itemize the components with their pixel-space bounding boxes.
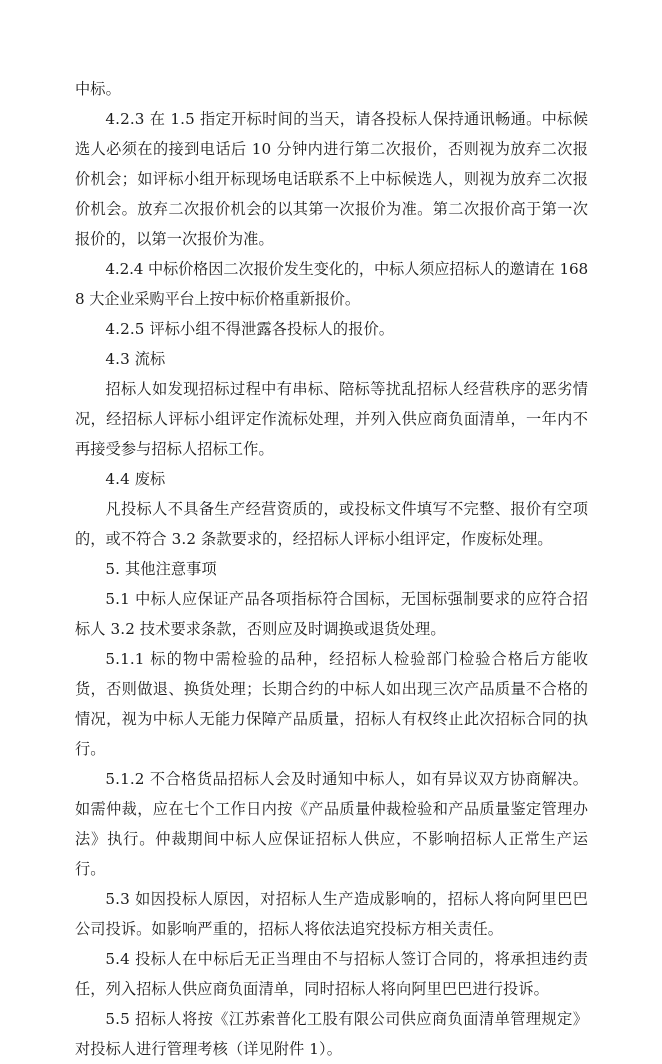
paragraph-p-4-2-5: 4.2.5 评标小组不得泄露各投标人的报价。: [105, 320, 395, 338]
paragraph-p-carryover: 中标。: [75, 80, 121, 98]
paragraph-p-4-3-heading: 4.3 流标: [105, 350, 166, 368]
paragraph-p-5-5: 5.5 招标人将按《江苏索普化工股有限公司供应商负面清单管理规定》对投标人进行管理考核（详见附件 1）。: [75, 1010, 588, 1058]
paragraph-p-4-4-heading: 4.4 废标: [105, 470, 166, 488]
paragraph-p-5-4: 5.4 投标人在中标后无正当理由不与招标人签订合同的，将承担违约责任，列入招标人供应商负面清单，同时招标人将向阿里巴巴进行投诉。: [75, 950, 588, 998]
paragraph-p-4-2-3: 4.2.3 在 1.5 指定开标时间的当天，请各投标人保持通讯畅通。中标候选人必须在的接到电话后 10 分钟内进行第二次报价，否则视为放弃二次报价机会；如评标小组开标现场电话联系不上中标候选人，则视为放弃二次报价机会。放弃二次报价机会的以其第一次报价为准。第二次报价高于第一次报价的，以第一次报价为准。: [75, 110, 588, 248]
paragraph-p-5-1: 5.1 中标人应保证产品各项指标符合国标，无国标强制要求的应符合招标人 3.2 技术要求条款，否则应及时调换或退货处理。: [75, 590, 588, 638]
paragraph-p-5-3: 5.3 如因投标人原因，对招标人生产造成影响的，招标人将向阿里巴巴公司投诉。如影响严重的，招标人将依法追究投标方相关责任。: [75, 890, 588, 938]
paragraph-p-4-3-body: 招标人如发现招标过程中有串标、陪标等扰乱招标人经营秩序的恶劣情况，经招标人评标小组评定作流标处理，并列入供应商负面清单，一年内不再接受参与招标人招标工作。: [75, 380, 588, 458]
paragraph-p-5-1-1: 5.1.1 标的物中需检验的品种，经招标人检验部门检验合格后方能收货，否则做退、换货处理；长期合约的中标人如出现三次产品质量不合格的情况，视为中标人无能力保障产品质量，招标人有权终止此次招标合同的执行。: [75, 650, 588, 758]
paragraph-p-4-4-body: 凡投标人不具备生产经营资质的，或投标文件填写不完整、报价有空项的，或不符合 3.2 条款要求的，经招标人评标小组评定，作废标处理。: [75, 500, 588, 548]
paragraph-p-5-heading: 5. 其他注意事项: [105, 560, 217, 578]
paragraph-p-5-1-2: 5.1.2 不合格货品招标人会及时通知中标人，如有异议双方协商解决。如需仲裁，应在七个工作日内按《产品质量仲裁检验和产品质量鉴定管理办法》执行。仲裁期间中标人应保证招标人供应，不影响招标人正常生产运行。: [75, 770, 588, 878]
document-text-column: [75, 74, 588, 1064]
paragraph-p-4-2-4: 4.2.4 中标价格因二次报价发生变化的，中标人须应招标人的邀请在 1688 大企业采购平台上按中标价格重新报价。: [75, 260, 588, 308]
